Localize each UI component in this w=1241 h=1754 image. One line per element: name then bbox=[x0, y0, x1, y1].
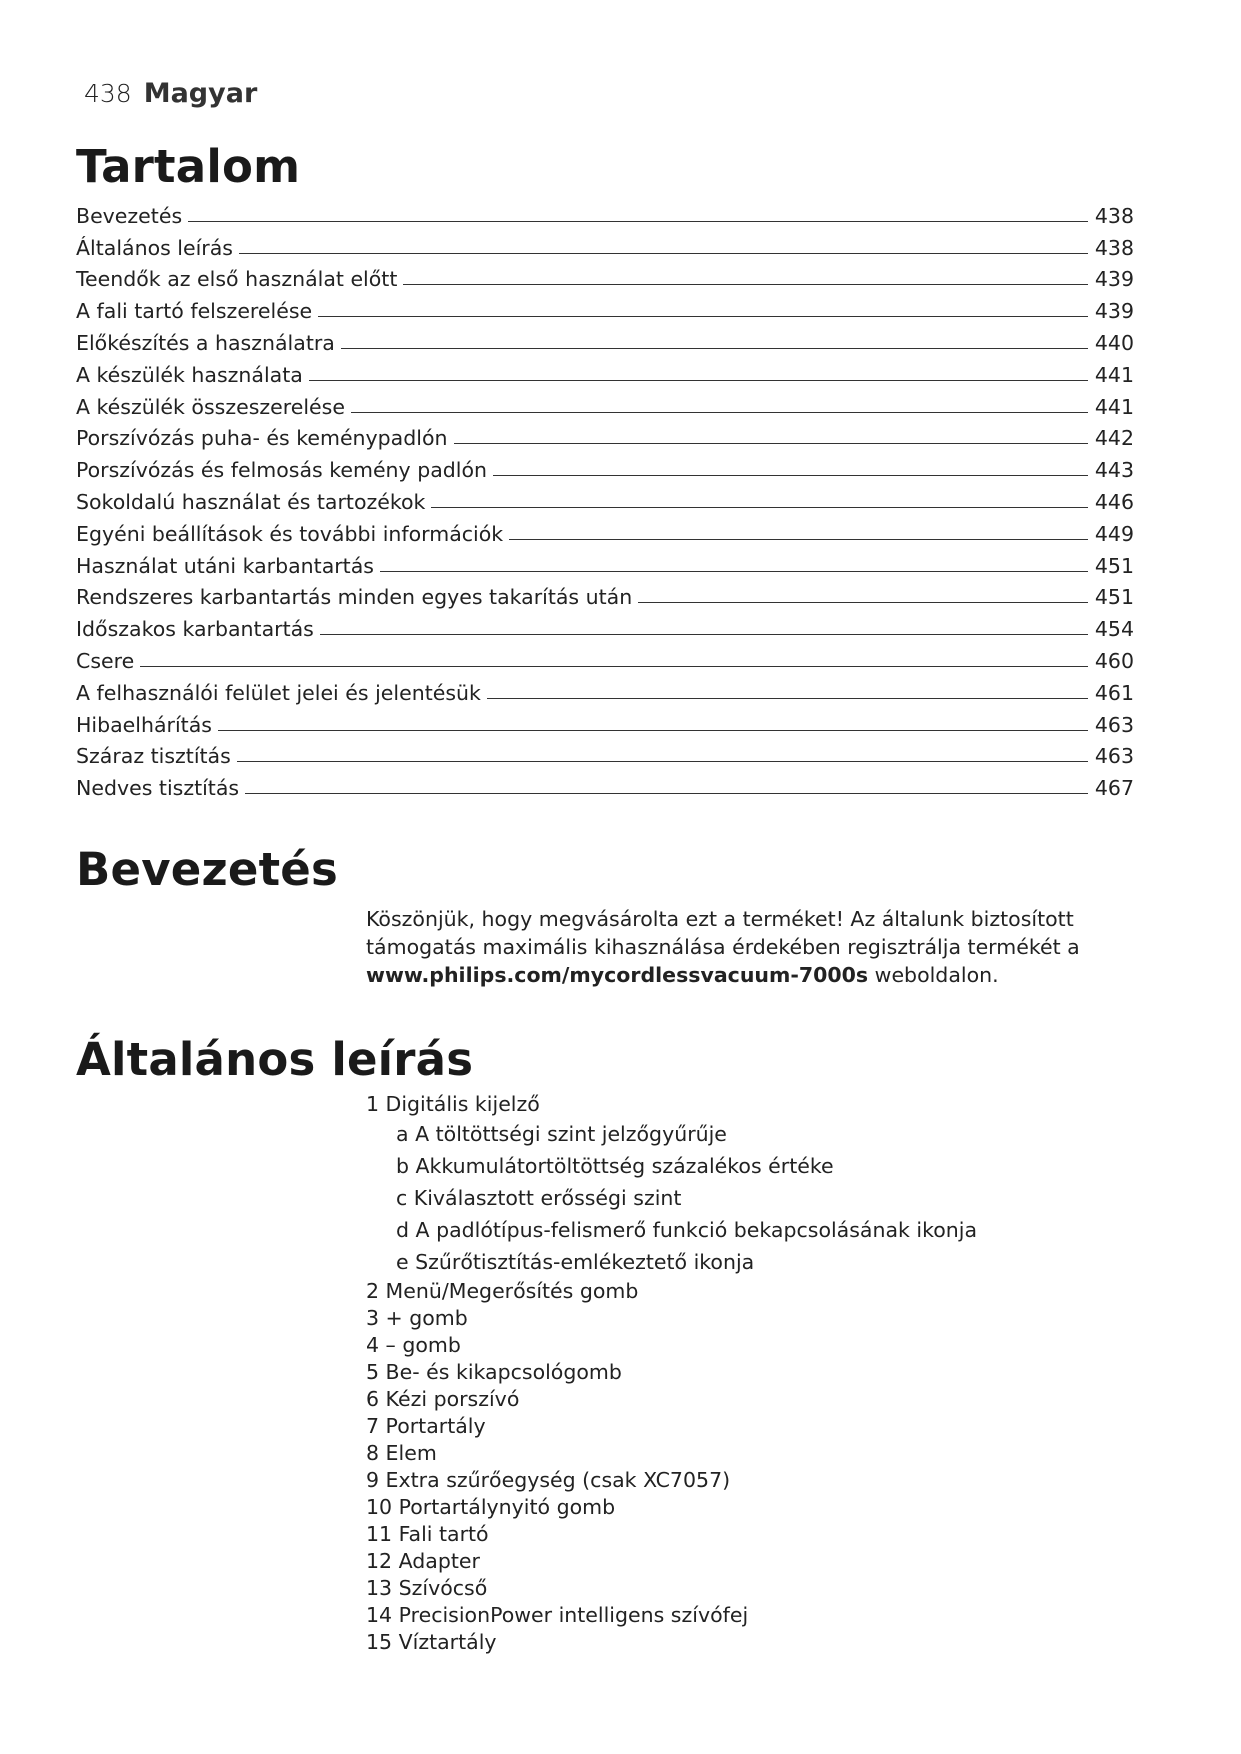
toc-entry-title: A készülék összeszerelése bbox=[76, 394, 345, 419]
toc-entry-title: A fali tartó felszerelése bbox=[76, 299, 313, 324]
toc-entry-title: Használat utáni karbantartás bbox=[76, 553, 374, 578]
toc-entry[interactable] bbox=[76, 514, 1134, 546]
part-subitem: e Szűrőtisztítás-emlékeztető ikonja bbox=[396, 1250, 755, 1274]
toc-entry-page: 446 bbox=[1094, 489, 1134, 514]
toc-leader-line bbox=[188, 221, 1088, 222]
page-header bbox=[84, 78, 257, 109]
toc-entry-title: Egyéni beállítások és további információk bbox=[76, 521, 504, 546]
part-item: 5 Be- és kikapcsológomb bbox=[366, 1360, 622, 1384]
toc-entry[interactable] bbox=[76, 578, 1134, 610]
toc-entry[interactable] bbox=[76, 291, 1134, 323]
toc-entry[interactable] bbox=[76, 419, 1134, 451]
toc-entry-page: 443 bbox=[1094, 458, 1134, 483]
toc-entry-title: Nedves tisztítás bbox=[76, 776, 240, 801]
part-item: 2 Menü/Megerősítés gomb bbox=[366, 1279, 639, 1303]
toc-entry[interactable] bbox=[76, 673, 1134, 705]
toc-leader-line bbox=[403, 284, 1088, 285]
toc-leader-line bbox=[341, 348, 1088, 349]
part-item: 4 – gomb bbox=[366, 1333, 461, 1357]
toc-entry-title: Száraz tisztítás bbox=[76, 744, 231, 769]
toc-leader-line bbox=[318, 316, 1088, 317]
toc-leader-line bbox=[320, 634, 1088, 635]
toc-entry-title: Rendszeres karbantartás minden egyes takarítás után bbox=[76, 585, 633, 610]
toc-entry-title: Porszívózás és felmosás kemény padlón bbox=[76, 458, 488, 483]
toc-entry[interactable] bbox=[76, 768, 1134, 800]
toc-entry-title: A készülék használata bbox=[76, 362, 303, 387]
toc-entry-page: 463 bbox=[1094, 712, 1134, 737]
page-number: 438 bbox=[84, 79, 132, 108]
product-url: www.philips.com/mycordlessvacuum-7000s bbox=[366, 963, 869, 987]
toc-leader-line bbox=[140, 666, 1088, 667]
toc-entry[interactable] bbox=[76, 228, 1134, 260]
toc-leader-line bbox=[245, 793, 1088, 794]
part-subitem: c Kiválasztott erősségi szint bbox=[396, 1186, 682, 1210]
toc-leader-line bbox=[309, 380, 1088, 381]
part-item: 8 Elem bbox=[366, 1441, 437, 1465]
intro-text-end: weboldalon. bbox=[874, 963, 999, 987]
toc-entry-title: Porszívózás puha- és keménypadlón bbox=[76, 426, 448, 451]
toc-entry-page: 441 bbox=[1094, 362, 1134, 387]
toc-leader-line bbox=[431, 507, 1088, 508]
toc-entry[interactable] bbox=[76, 737, 1134, 769]
part-subitem: a A töltöttségi szint jelzőgyűrűje bbox=[396, 1122, 727, 1146]
toc-entry-page: 451 bbox=[1094, 553, 1134, 578]
part-subitem: d A padlótípus-felismerő funkció bekapcsolásának ikonja bbox=[396, 1218, 978, 1242]
toc-entry[interactable] bbox=[76, 196, 1134, 228]
part-item: 3 + gomb bbox=[366, 1306, 468, 1330]
toc-leader-line bbox=[493, 475, 1088, 476]
intro-title: Bevezetés bbox=[76, 843, 339, 896]
intro-text: Köszönjük, hogy megvásárolta ezt a terméket! Az általunk biztosított támogatás maximális kihasználása érdekében regisztrálja termékét a bbox=[366, 907, 1080, 959]
toc-entry-page: 463 bbox=[1094, 744, 1134, 769]
toc-entry[interactable] bbox=[76, 482, 1134, 514]
language-label: Magyar bbox=[143, 78, 258, 109]
toc-entry-title: Sokoldalú használat és tartozékok bbox=[76, 489, 426, 514]
toc-entry-title: Hibaelhárítás bbox=[76, 712, 212, 737]
toc-entry-title: A felhasználói felület jelei és jelentésük bbox=[76, 680, 481, 705]
part-item: 13 Szívócső bbox=[366, 1576, 488, 1600]
part-item: 7 Portartály bbox=[366, 1414, 486, 1438]
intro-paragraph bbox=[366, 905, 1176, 989]
part-item: 9 Extra szűrőegység (csak XC7057) bbox=[366, 1468, 731, 1492]
toc-leader-line bbox=[509, 539, 1088, 540]
toc-entry-page: 449 bbox=[1094, 521, 1134, 546]
toc-leader-line bbox=[638, 602, 1088, 603]
toc-entry[interactable] bbox=[76, 609, 1134, 641]
toc-entry[interactable] bbox=[76, 260, 1134, 292]
part-item: 14 PrecisionPower intelligens szívófej bbox=[366, 1603, 749, 1627]
parts-list bbox=[366, 1091, 977, 1656]
general-description-title: Általános leírás bbox=[76, 1033, 474, 1086]
part-item: 15 Víztartály bbox=[366, 1630, 497, 1654]
toc-entry-page: 461 bbox=[1094, 680, 1134, 705]
toc-entry[interactable] bbox=[76, 705, 1134, 737]
toc-leader-line bbox=[351, 412, 1088, 413]
toc-entry-page: 467 bbox=[1094, 776, 1134, 801]
part-subitem: b Akkumulátortöltöttség százalékos értéke bbox=[396, 1154, 834, 1178]
toc-entry-page: 454 bbox=[1094, 617, 1134, 642]
toc-entry-title: Bevezetés bbox=[76, 203, 183, 228]
part-item: 10 Portartálynyitó gomb bbox=[366, 1495, 616, 1519]
toc-entry[interactable] bbox=[76, 641, 1134, 673]
toc-entry-title: Előkészítés a használatra bbox=[76, 330, 335, 355]
toc-leader-line bbox=[237, 761, 1088, 762]
toc-entry-page: 438 bbox=[1094, 203, 1134, 228]
toc-entry-page: 442 bbox=[1094, 426, 1134, 451]
toc-leader-line bbox=[454, 443, 1089, 444]
part-item: 6 Kézi porszívó bbox=[366, 1387, 520, 1411]
toc-entry-page: 441 bbox=[1094, 394, 1134, 419]
toc-leader-line bbox=[380, 571, 1088, 572]
toc-entry[interactable] bbox=[76, 355, 1134, 387]
toc-entry-page: 438 bbox=[1094, 235, 1134, 260]
toc-entry-page: 460 bbox=[1094, 648, 1134, 673]
part-item: 12 Adapter bbox=[366, 1549, 480, 1573]
toc-entry-page: 439 bbox=[1094, 299, 1134, 324]
toc-leader-line bbox=[487, 698, 1088, 699]
toc-entry[interactable] bbox=[76, 323, 1134, 355]
table-of-contents bbox=[76, 196, 1134, 800]
part-item: 1 Digitális kijelző bbox=[366, 1092, 540, 1116]
toc-entry-page: 451 bbox=[1094, 585, 1134, 610]
toc-leader-line bbox=[239, 253, 1088, 254]
toc-entry[interactable] bbox=[76, 450, 1134, 482]
toc-entry-title: Csere bbox=[76, 648, 135, 673]
toc-entry-title: Időszakos karbantartás bbox=[76, 617, 314, 642]
toc-entry-title: Általános leírás bbox=[76, 235, 233, 260]
toc-entry-page: 440 bbox=[1094, 330, 1134, 355]
toc-entry-page: 439 bbox=[1094, 267, 1134, 292]
toc-entry[interactable] bbox=[76, 546, 1134, 578]
toc-title: Tartalom bbox=[76, 140, 301, 193]
toc-leader-line bbox=[218, 730, 1088, 731]
toc-entry[interactable] bbox=[76, 387, 1134, 419]
part-item: 11 Fali tartó bbox=[366, 1522, 489, 1546]
toc-entry-title: Teendők az első használat előtt bbox=[76, 267, 398, 292]
